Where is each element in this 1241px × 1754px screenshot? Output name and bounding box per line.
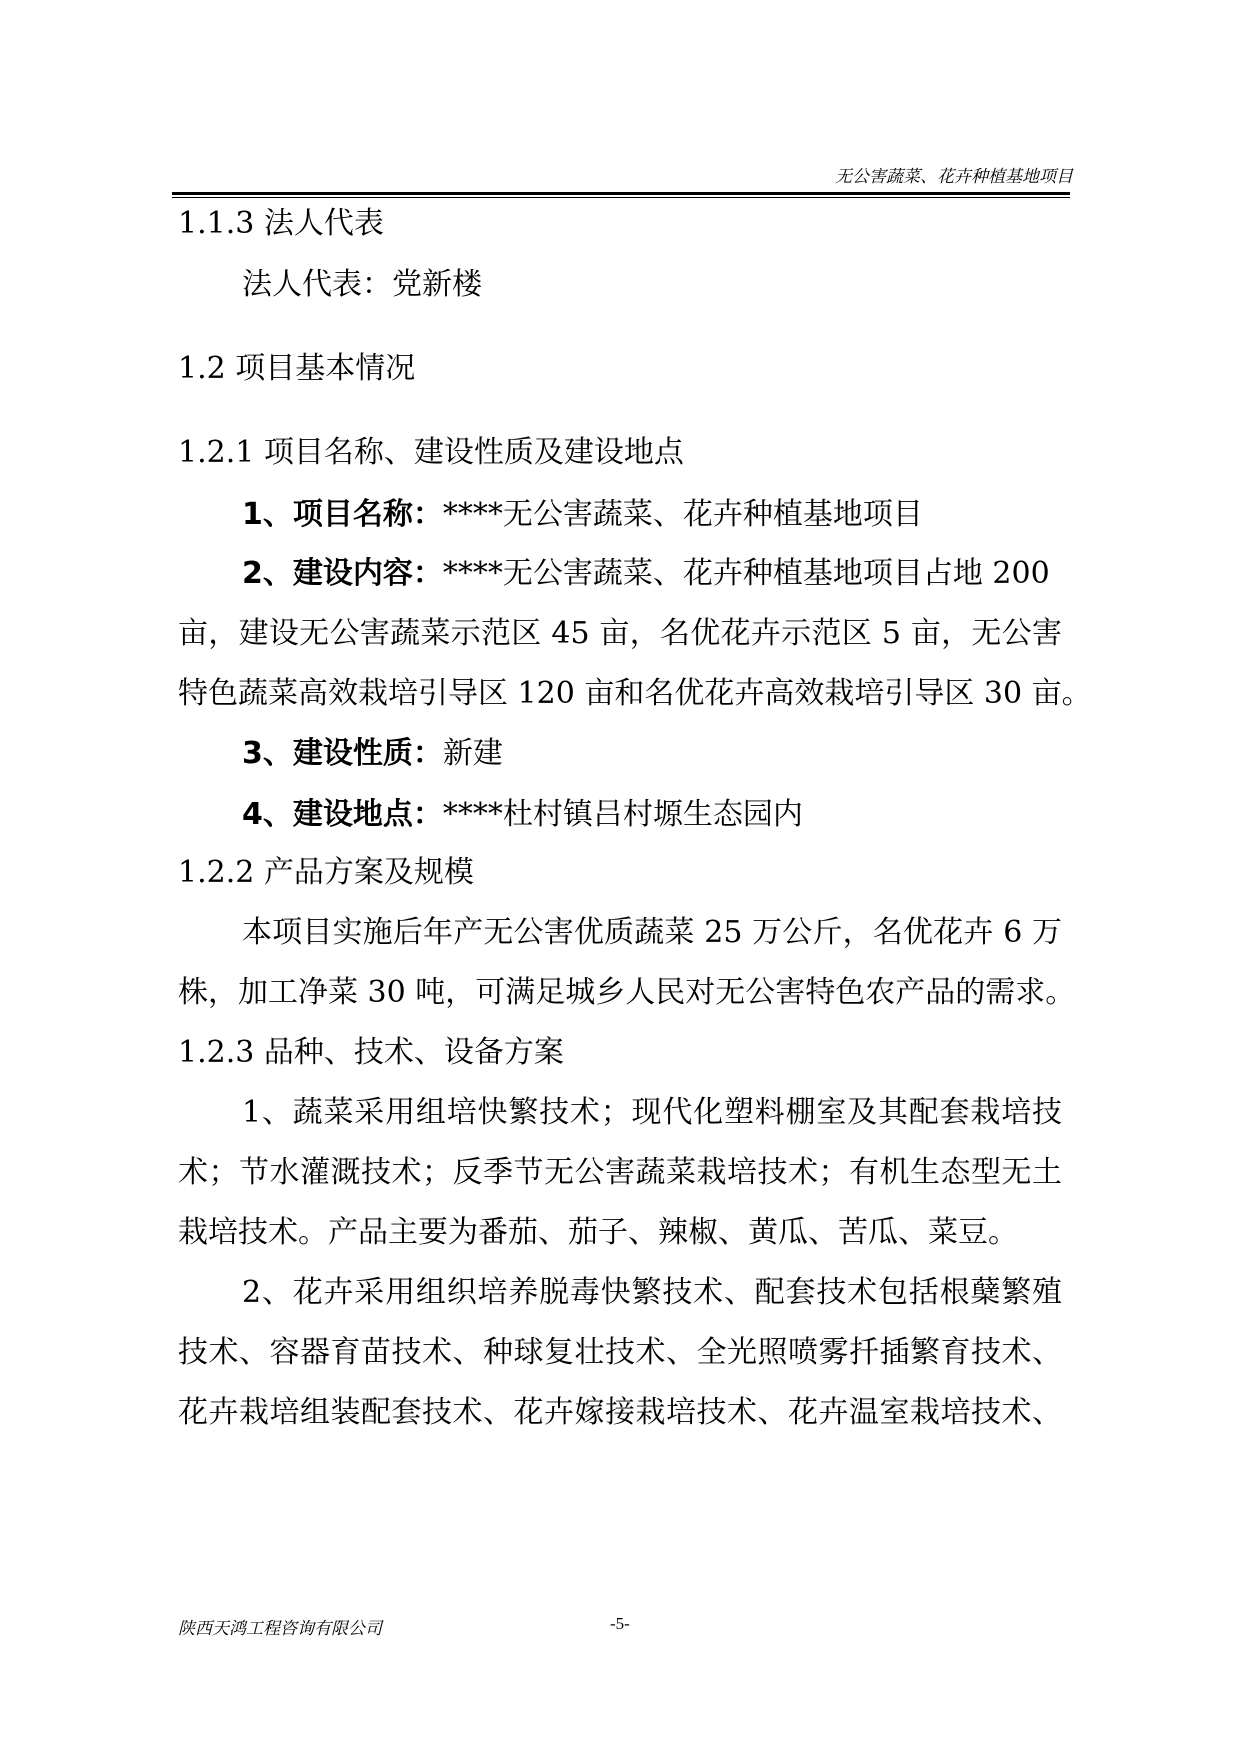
page-header-title: 无公害蔬菜、花卉种植基地项目 bbox=[835, 167, 1073, 187]
tech-para-2-line-3: 花卉栽培组装配套技术、花卉嫁接栽培技术、花卉温室栽培技术、 bbox=[178, 1395, 1062, 1430]
tech-para-1-line-2: 术；节水灌溉技术；反季节无公害蔬菜栽培技术；有机生态型无土 bbox=[178, 1155, 1062, 1190]
construction-content-value: ****无公害蔬菜、花卉种植基地项目占地 200 bbox=[442, 556, 1050, 591]
product-plan-para-2: 株，加工净菜 30 吨，可满足城乡人民对无公害特色农产品的需求。 bbox=[178, 975, 1076, 1010]
footer-company: 陕西天鸿工程咨询有限公司 bbox=[178, 1619, 382, 1639]
heading-1-2-1: 1.2.1 项目名称、建设性质及建设地点 bbox=[178, 435, 684, 470]
heading-1-1-3: 1.1.3 法人代表 bbox=[178, 206, 384, 241]
legal-representative: 法人代表：党新楼 bbox=[242, 267, 482, 302]
tech-para-1-line-3: 栽培技术。产品主要为番茄、茄子、辣椒、黄瓜、苦瓜、菜豆。 bbox=[178, 1215, 1018, 1250]
product-plan-para-1: 本项目实施后年产无公害优质蔬菜 25 万公斤，名优花卉 6 万 bbox=[242, 915, 1062, 950]
construction-nature-value: 新建 bbox=[442, 736, 503, 771]
project-name-line bbox=[242, 489, 923, 533]
heading-1-2: 1.2 项目基本情况 bbox=[178, 351, 416, 386]
project-name-value: ****无公害蔬菜、花卉种植基地项目 bbox=[442, 497, 923, 532]
construction-location-value: ****杜村镇吕村塬生态园内 bbox=[442, 797, 803, 832]
heading-1-2-3: 1.2.3 品种、技术、设备方案 bbox=[178, 1035, 564, 1070]
page-number: -5- bbox=[610, 1614, 630, 1633]
construction-location-label: 4、建设地点： bbox=[242, 797, 443, 832]
construction-location-line bbox=[242, 789, 803, 833]
construction-content-cont-2: 特色蔬菜高效栽培引导区 120 亩和名优花卉高效栽培引导区 30 亩。 bbox=[178, 676, 1092, 711]
construction-nature-line bbox=[242, 728, 503, 772]
project-name-label: 1、项目名称： bbox=[242, 497, 443, 532]
tech-para-1-line-1: 1、蔬菜采用组培快繁技术；现代化塑料棚室及其配套栽培技 bbox=[242, 1095, 1062, 1130]
construction-content-label: 2、建设内容： bbox=[242, 556, 443, 591]
heading-1-2-2: 1.2.2 产品方案及规模 bbox=[178, 855, 474, 890]
tech-para-2-line-1: 2、花卉采用组织培养脱毒快繁技术、配套技术包括根蘖繁殖 bbox=[242, 1275, 1062, 1310]
construction-content-line bbox=[242, 548, 1050, 592]
construction-nature-label: 3、建设性质： bbox=[242, 736, 443, 771]
construction-content-cont-1: 亩，建设无公害蔬菜示范区 45 亩，名优花卉示范区 5 亩，无公害 bbox=[178, 616, 1062, 651]
tech-para-2-line-2: 技术、容器育苗技术、种球复壮技术、全光照喷雾扦插繁育技术、 bbox=[178, 1335, 1062, 1370]
